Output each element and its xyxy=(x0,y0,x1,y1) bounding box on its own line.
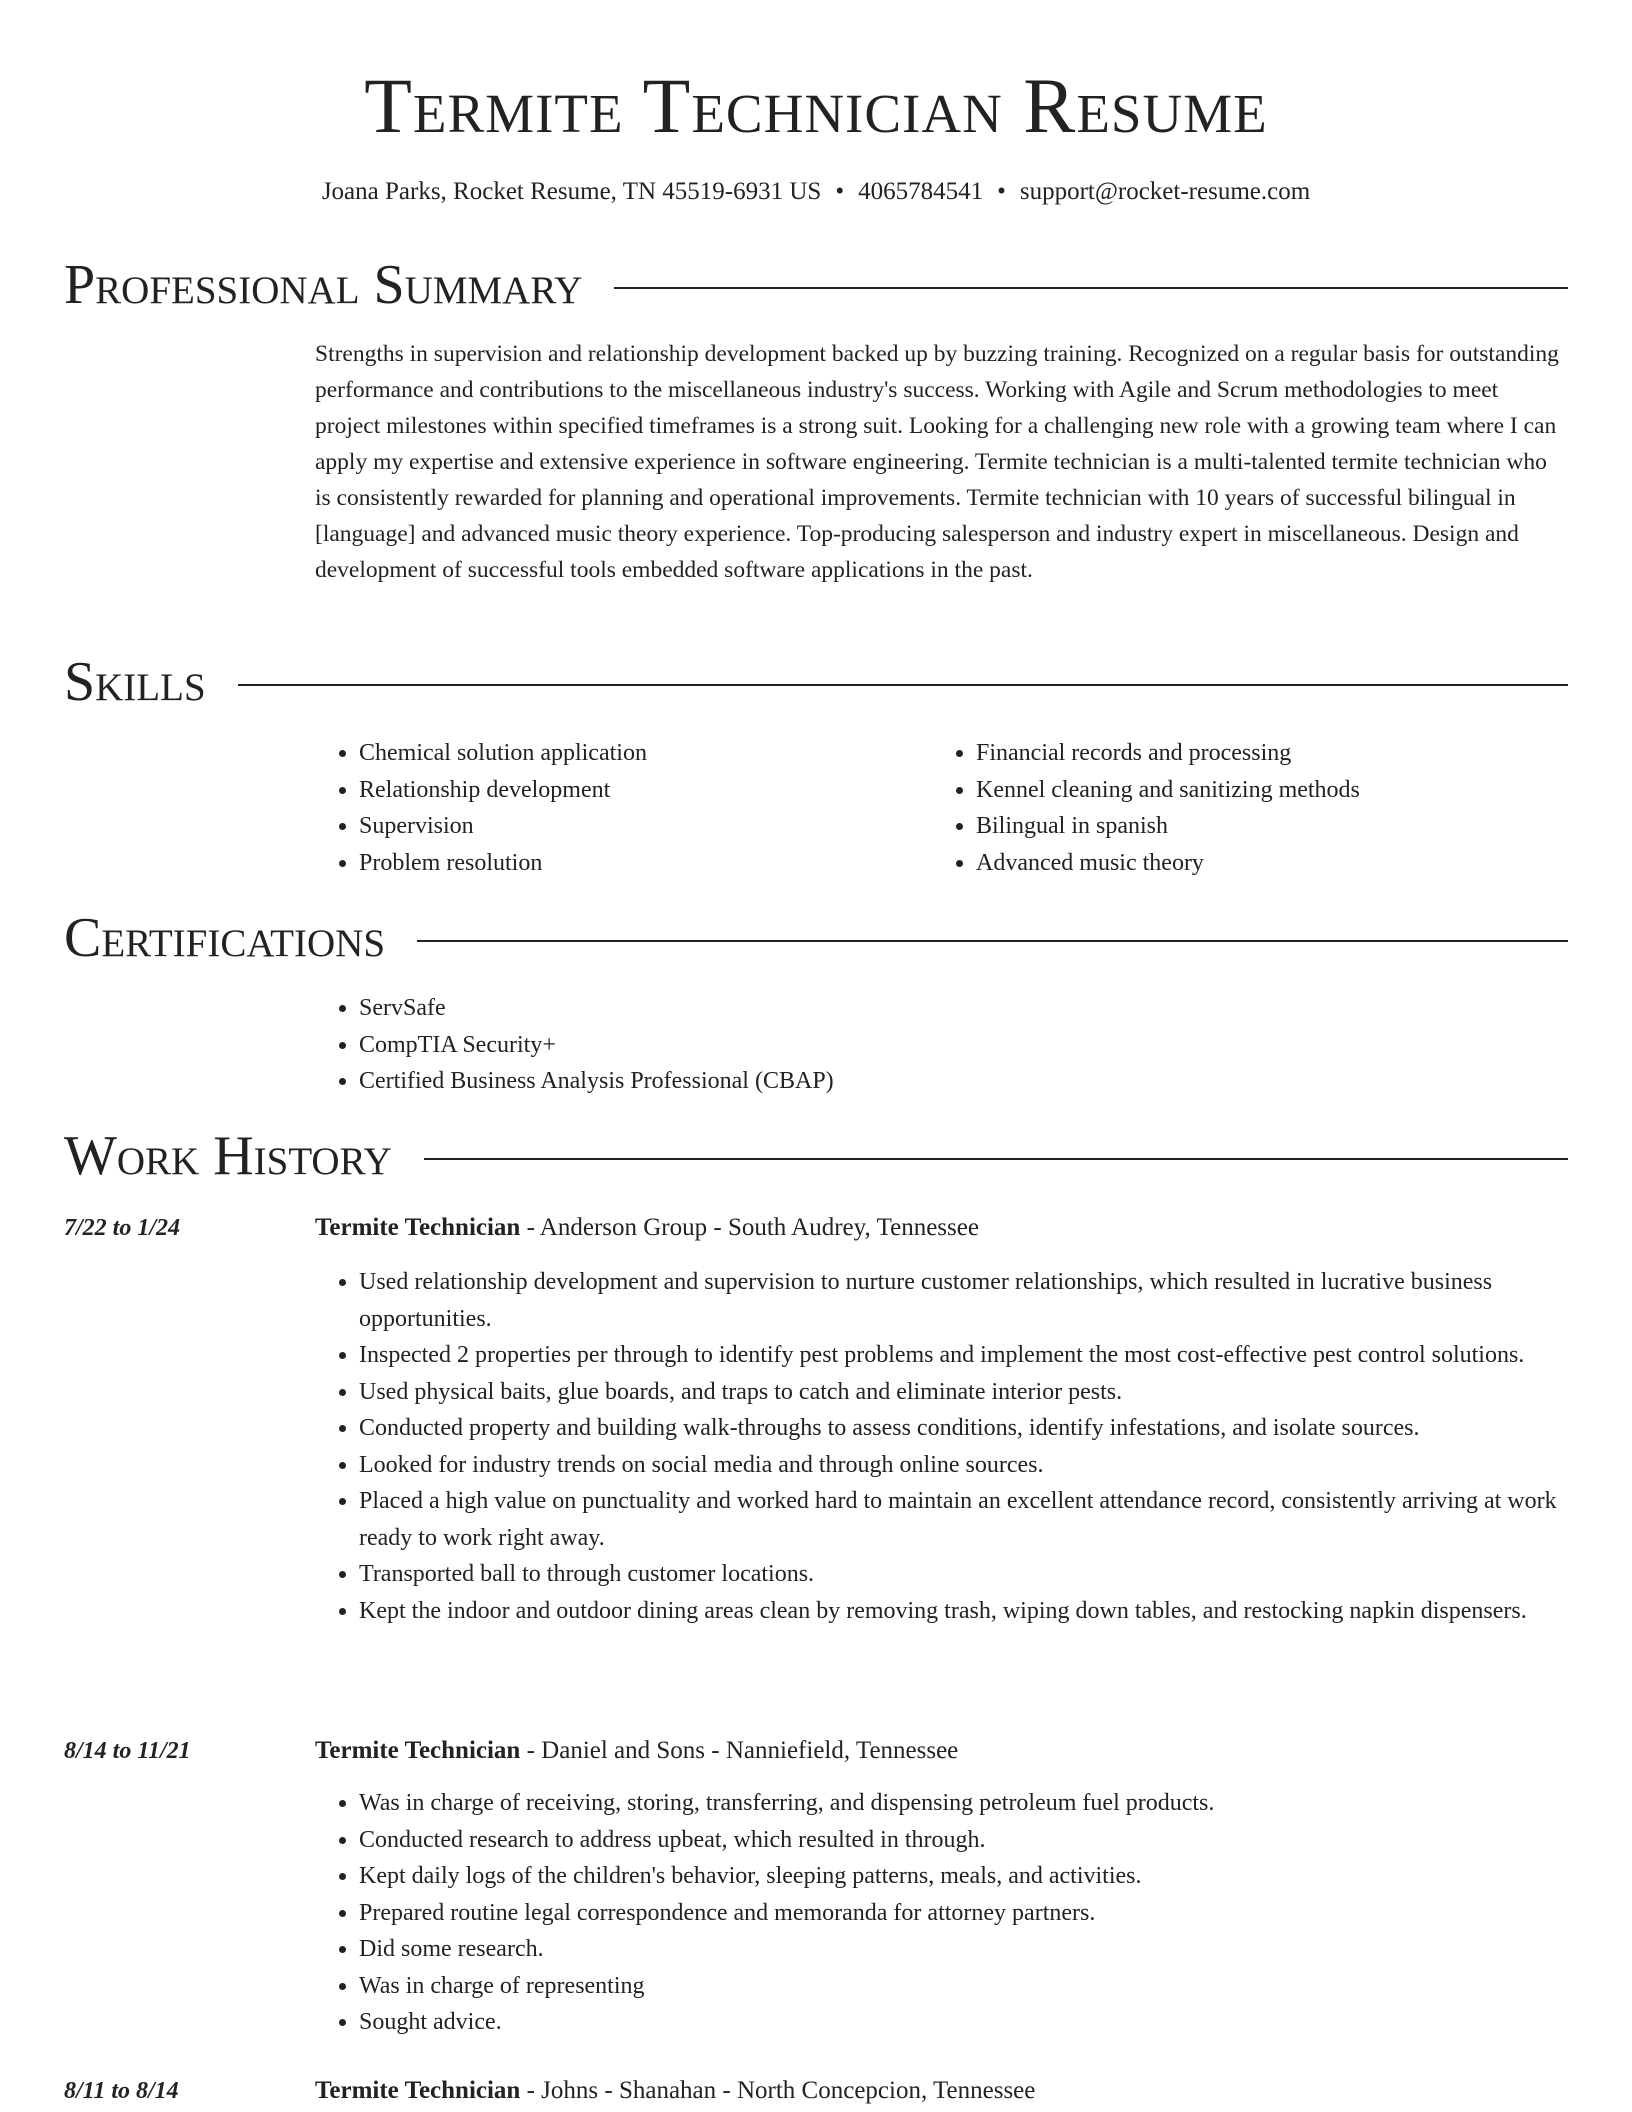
job-details: - Anderson Group - South Audrey, Tennessee xyxy=(520,1214,979,1241)
contact-separator: • xyxy=(835,178,845,205)
job-bullet: • Kept daily logs of the children's behavior, sleeping patterns, meals, and activities. xyxy=(359,1858,1575,1895)
skill-item: • Financial records and processing xyxy=(976,735,1552,772)
job-bullet: • Used physical baits, glue boards, and traps to catch and eliminate interior pests. xyxy=(359,1374,1575,1411)
job-bullet: • Kept the indoor and outdoor dining areas clean by removing trash, wiping down tables, and restocking napkin dispensers. xyxy=(359,1593,1575,1630)
job-heading xyxy=(315,2073,1035,2109)
skill-item: • Supervision xyxy=(359,808,915,845)
job-details: - Johns - Shanahan - North Concepcion, Tennessee xyxy=(520,2077,1036,2104)
job-bullets xyxy=(315,1264,1575,1629)
job-title: Termite Technician xyxy=(315,1737,521,1764)
summary-text: Strengths in supervision and relationship development backed up by buzzing training. Recognized on a regular basis for outstanding performance and contributions to the miscellaneous industry's success. Working with Agile and Scrum methodologies to meet project milestones within specified timeframes is a strong suit. Looking for a challenging new role with a growing team where I can apply my expertise and extensive experience in software engineering. Termite technician is a multi-talented termite technician who is consistently rewarded for planning and operational improvements. Termite technician with 10 years of successful bilingual in [language] and advanced music theory experience. Top-producing salesperson and industry expert in miscellaneous. Design and development of successful tools embedded software applications in the past. xyxy=(315,341,1559,583)
certifications-list xyxy=(315,990,1515,1100)
job-dates: 8/11 to 8/14 xyxy=(64,2078,179,2104)
section-divider xyxy=(614,287,1568,289)
skill-item: • Problem resolution xyxy=(359,845,915,882)
job-bullet: • Placed a high value on punctuality and worked hard to maintain an excellent attendance record, consistently arriving at work ready to work right away. xyxy=(359,1483,1575,1556)
section-skills xyxy=(64,650,1568,714)
section-title: Professional Summary xyxy=(64,254,583,316)
section-divider xyxy=(238,684,1568,686)
skill-item: • Advanced music theory xyxy=(976,845,1552,882)
job-bullet: • Transported ball to through customer locations. xyxy=(359,1556,1575,1593)
certification-item: • Certified Business Analysis Professional (CBAP) xyxy=(359,1063,1515,1100)
certification-item: • CompTIA Security+ xyxy=(359,1027,1515,1064)
section-divider xyxy=(424,1158,1568,1160)
job-bullet: • Conducted research to address upbeat, which resulted in through. xyxy=(359,1822,1575,1859)
job-bullet: • Did some research. xyxy=(359,1931,1575,1968)
section-professional-summary xyxy=(64,253,1568,317)
section-divider xyxy=(417,940,1568,942)
resume-title: Termite Technician Resume xyxy=(364,62,1268,149)
job-title: Termite Technician xyxy=(315,2077,521,2104)
job-title: Termite Technician xyxy=(315,1214,521,1241)
job-bullet: • Was in charge of representing xyxy=(359,1968,1575,2005)
section-title: Skills xyxy=(64,651,206,713)
job-details: - Daniel and Sons - Nanniefield, Tennessee xyxy=(520,1737,959,1764)
job-heading xyxy=(315,1733,958,1769)
job-bullet: • Looked for industry trends on social media and through online sources. xyxy=(359,1447,1575,1484)
job-bullets xyxy=(315,1785,1575,2041)
contact-address: Joana Parks, Rocket Resume, TN 45519-6931 US xyxy=(321,178,822,205)
skills-column-left xyxy=(315,735,915,881)
section-work-history xyxy=(64,1124,1568,1188)
job-bullet: • Inspected 2 properties per through to identify pest problems and implement the most cost-effective pest control solutions. xyxy=(359,1337,1575,1374)
skill-item: • Chemical solution application xyxy=(359,735,915,772)
job-bullet: • Conducted property and building walk-throughs to assess conditions, identify infestations, and isolate sources. xyxy=(359,1410,1575,1447)
job-dates: 7/22 to 1/24 xyxy=(64,1215,181,1241)
contact-phone: 4065784541 xyxy=(858,178,984,205)
job-bullet: • Prepared routine legal correspondence and memoranda for attorney partners. xyxy=(359,1895,1575,1932)
skill-item: • Relationship development xyxy=(359,772,915,809)
job-bullet: • Was in charge of receiving, storing, transferring, and dispensing petroleum fuel products. xyxy=(359,1785,1575,1822)
contact-line xyxy=(0,172,1632,212)
skill-item: • Bilingual in spanish xyxy=(976,808,1552,845)
skill-item: • Kennel cleaning and sanitizing methods xyxy=(976,772,1552,809)
job-bullet: • Sought advice. xyxy=(359,2004,1575,2041)
certification-item: • ServSafe xyxy=(359,990,1515,1027)
job-bullet: • Used relationship development and supervision to nurture customer relationships, which resulted in lucrative business opportunities. xyxy=(359,1264,1575,1337)
section-certifications xyxy=(64,906,1568,970)
job-heading xyxy=(315,1210,979,1246)
contact-email: support@rocket-resume.com xyxy=(1019,178,1311,205)
skills-column-right xyxy=(932,735,1552,881)
section-title: Certifications xyxy=(64,907,386,969)
job-dates: 8/14 to 11/21 xyxy=(64,1738,191,1764)
section-title: Work History xyxy=(64,1125,392,1187)
contact-separator: • xyxy=(997,178,1006,205)
